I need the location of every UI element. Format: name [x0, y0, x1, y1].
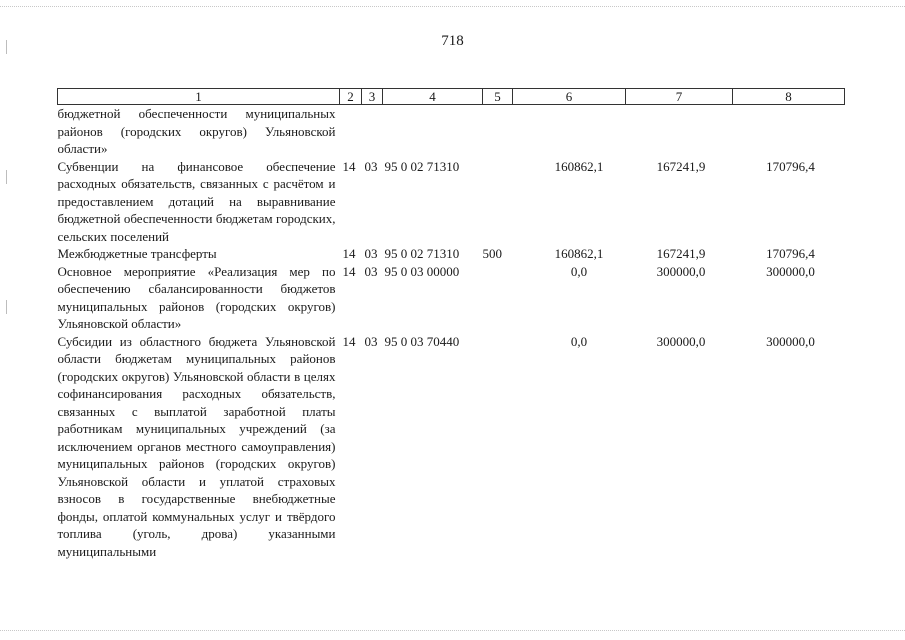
row-pr: 03 — [364, 246, 378, 261]
row-value-6: 160862,1 — [554, 246, 604, 261]
row-rz — [340, 105, 362, 158]
row-value-8 — [733, 105, 845, 158]
table-row — [58, 158, 845, 246]
header-row — [58, 89, 845, 105]
row-vr — [483, 158, 513, 246]
row-rz: 14 — [342, 263, 356, 279]
row-csr: 95 0 02 71310 — [384, 246, 460, 261]
row-name: бюджетной обеспеченности муниципальных районов (городских округов) Ульяновской области» — [57, 106, 336, 156]
budget-table — [57, 88, 845, 560]
row-pr: 03 — [364, 158, 378, 174]
header-col-6: 6 — [513, 89, 626, 105]
row-vr: 500 — [482, 246, 502, 261]
row-value-7: 300000,0 — [656, 263, 706, 279]
row-value-6 — [513, 105, 626, 158]
row-name: Основное мероприятие «Реализация мер по обеспечению сбалансированности бюджетов муниципальных районов (городских округов) Ульяновской области» — [57, 263, 336, 331]
header-col-5: 5 — [483, 89, 513, 105]
row-value-7 — [626, 105, 733, 158]
row-csr: 95 0 03 00000 — [384, 263, 460, 279]
header-col-3: 3 — [362, 89, 383, 105]
row-value-8: 300000,0 — [766, 333, 815, 349]
scan-edge-top — [0, 6, 905, 8]
row-value-6: 160862,1 — [554, 158, 604, 174]
header-col-4: 4 — [383, 89, 483, 105]
row-rz: 14 — [342, 246, 356, 261]
row-value-8: 300000,0 — [766, 263, 815, 279]
row-vr — [483, 333, 513, 561]
row-pr: 03 — [364, 263, 378, 279]
header-col-1: 1 — [58, 89, 340, 105]
row-value-8: 170796,4 — [766, 246, 815, 261]
table-row — [58, 263, 845, 333]
row-value-6: 0,0 — [570, 263, 588, 279]
row-value-7: 167241,9 — [656, 246, 706, 261]
scan-edge-bottom — [0, 630, 905, 632]
row-vr — [483, 105, 513, 158]
table-header — [58, 89, 845, 105]
table-row — [58, 333, 845, 561]
row-name: Субвенции на финансовое обеспечение расходных обязательств, связанных с расчётом и предоставлением дотаций на выравнивание бюджетной обеспеченности бюджетам городских, сельских поселений — [57, 158, 336, 244]
row-rz: 14 — [342, 333, 356, 349]
row-pr — [362, 105, 383, 158]
table-row — [58, 245, 845, 263]
row-name: Межбюджетные трансферты — [57, 246, 217, 261]
row-rz: 14 — [342, 158, 356, 174]
header-col-8: 8 — [733, 89, 845, 105]
scan-margin-mark — [6, 170, 7, 184]
row-value-6: 0,0 — [570, 333, 588, 349]
page-number: 718 — [441, 33, 464, 49]
row-value-7: 167241,9 — [656, 158, 706, 174]
row-pr: 03 — [364, 333, 378, 349]
row-value-7: 300000,0 — [656, 333, 706, 349]
scan-margin-mark — [6, 300, 7, 314]
row-name: Субсидии из областного бюджета Ульяновской области бюджетам муниципальных районов (городских округов) Ульяновской области в целях софинансирования расходных обязательств, связанных с выплатой заработной платы работникам муниципальных учреждений (за исключением органов местного самоуправления) муниципальных районов (городских округов) Ульяновской области и уплатой страховых взносов в государственные внебюджетные фонды, оплатой коммунальных услуг и твёрдого топлива (уголь, дрова) указанными муниципальными — [57, 333, 336, 559]
row-csr: 95 0 02 71310 — [384, 158, 460, 174]
table-row — [58, 105, 845, 158]
row-csr — [383, 105, 483, 158]
header-col-2: 2 — [340, 89, 362, 105]
row-vr — [483, 263, 513, 333]
row-csr: 95 0 03 70440 — [384, 333, 460, 349]
header-col-7: 7 — [626, 89, 733, 105]
row-value-8: 170796,4 — [766, 158, 815, 174]
table-body — [58, 105, 845, 561]
